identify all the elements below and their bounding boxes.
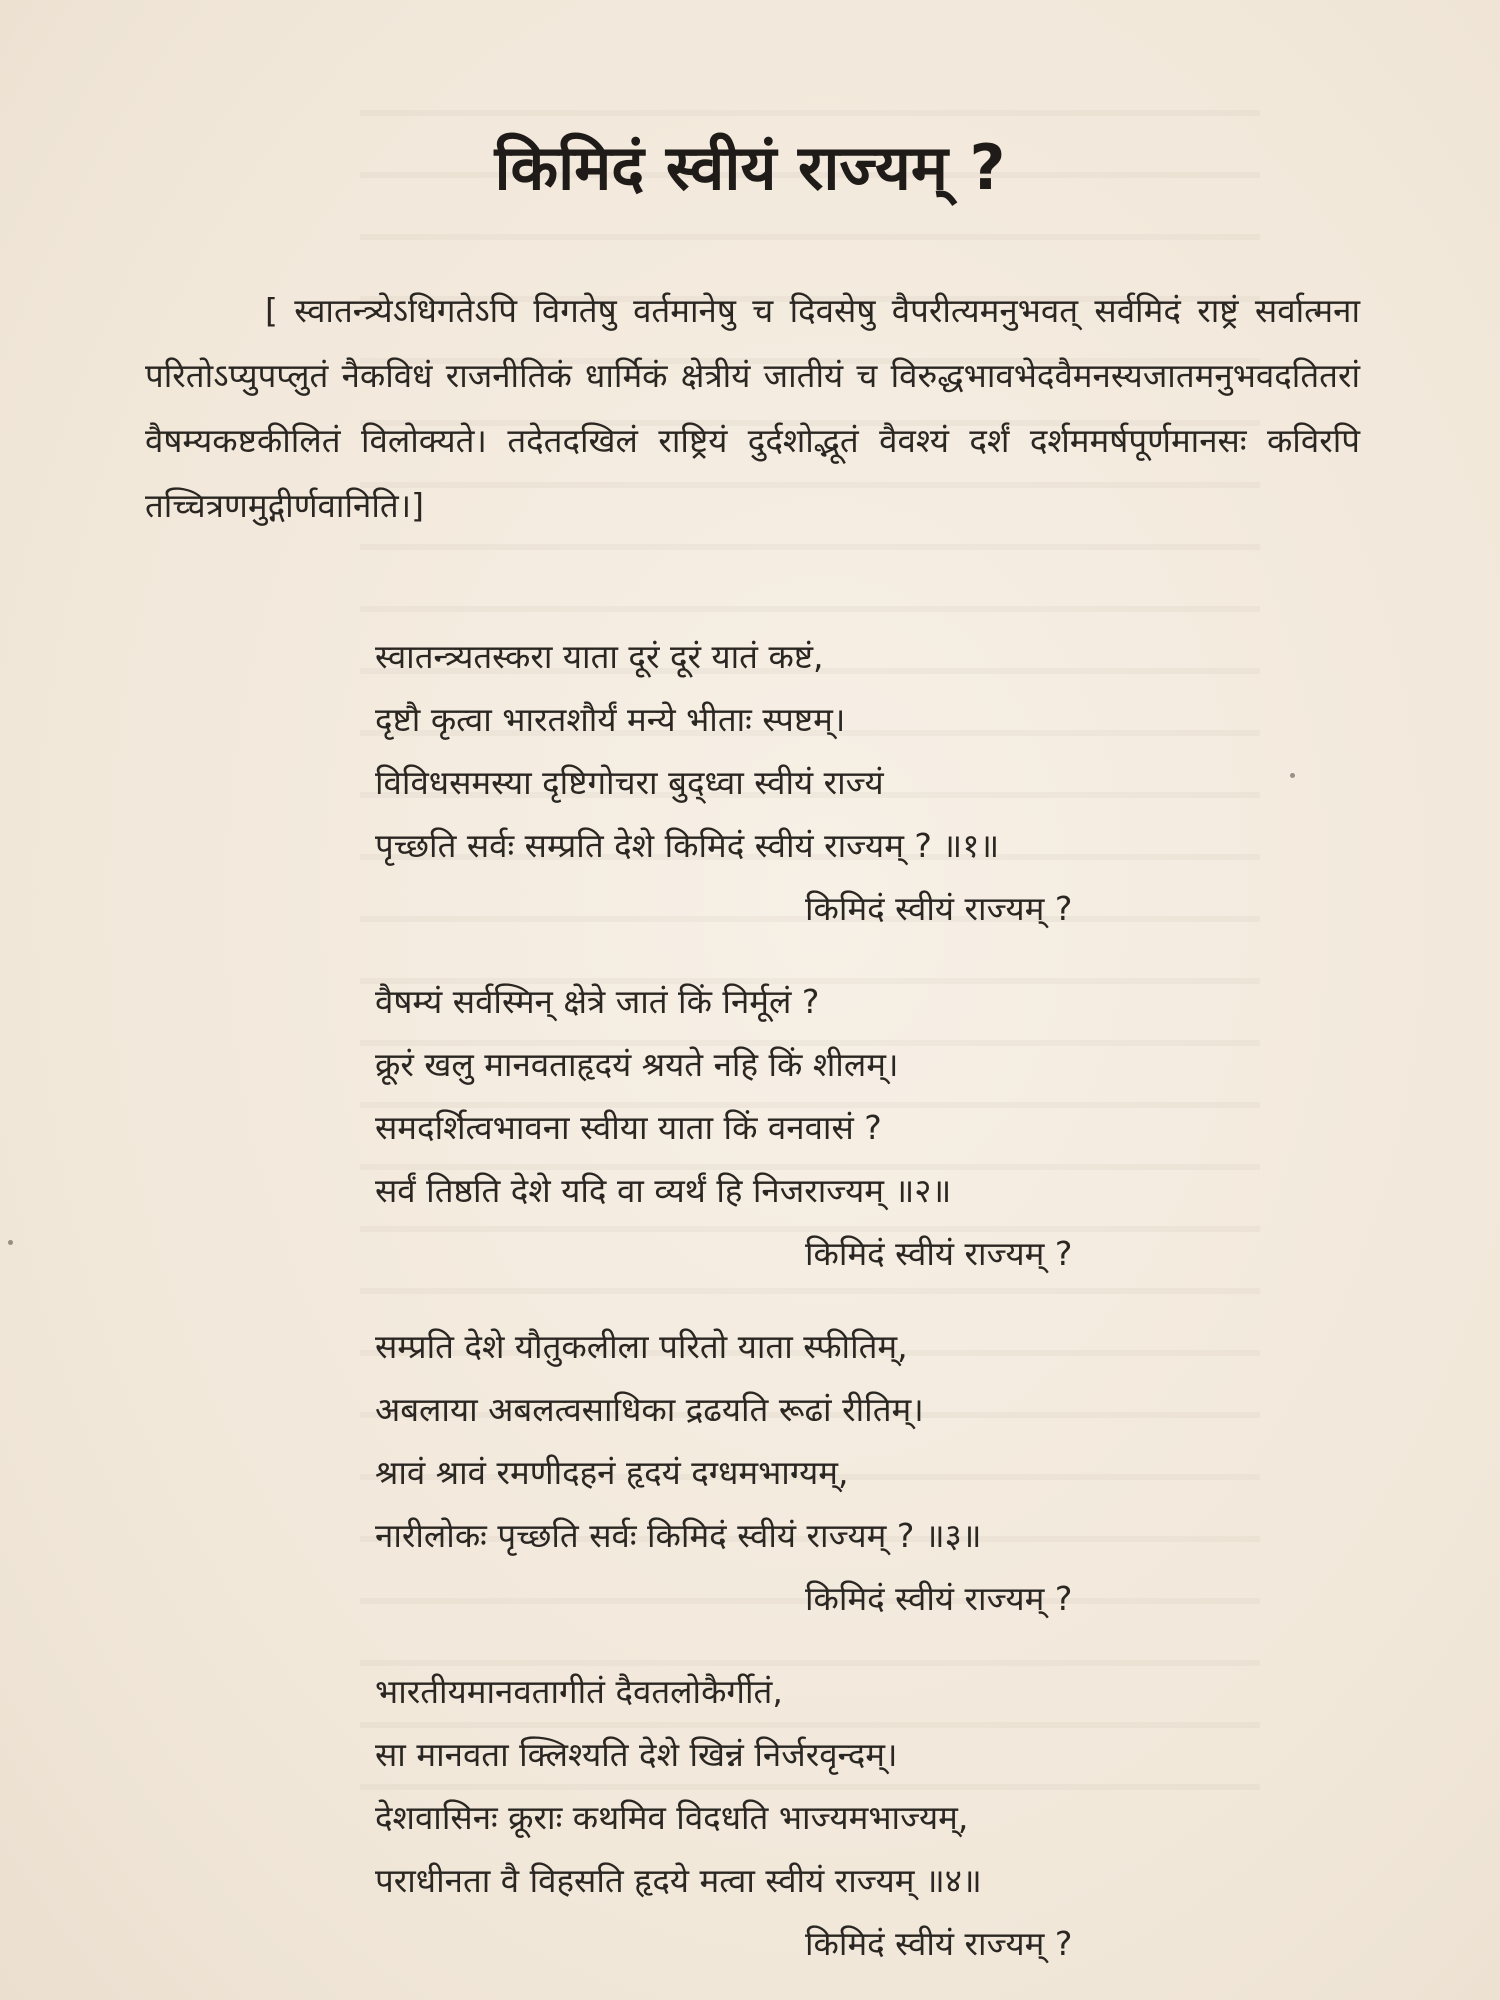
paper-speck (1290, 773, 1295, 778)
verse-line: स्वातन्त्र्यतस्करा याता दूरं दूरं यातं कष्टं, (375, 637, 824, 676)
verse-line: भारतीयमानवतागीतं दैवतलोकैर्गीतं, (375, 1672, 783, 1711)
introduction-paragraph: [ स्वातन्त्र्येऽधिगतेऽपि विगतेषु वर्तमानेषु च दिवसेषु वैपरीत्यमनुभवत् सर्वमिदं राष्ट्रं सर्वात्मना परितोऽप्युपप्लुतं नैकविधं राजनीतिकं धार्मिकं क्षेत्रीयं जातीयं च विरुद्धभावभेदवैमनस्यजातमनुभवदतितरां वैषम्यकष्टकीलितं विलोक्यते। तदेतदखिलं राष्ट्रियं दुर्दशोद्भूतं वैवश्यं दर्शं दर्शममर्षपूर्णमानसः कविरपि तच्चित्रणमुद्गीर्णवानिति।] (145, 291, 1360, 525)
refrain-line: किमिदं स्वीयं राज्यम् ? (805, 1234, 1073, 1273)
refrain-line: किमिदं स्वीयं राज्यम् ? (805, 889, 1073, 928)
stanza-2 (375, 970, 1335, 1285)
stanza-4 (375, 1660, 1335, 1975)
verse-line: पराधीनता वै विहसति हृदये मत्वा स्वीयं राज्यम् ॥४॥ (375, 1861, 982, 1900)
verse-line: वैषम्यं सर्वस्मिन् क्षेत्रे जातं किं निर्मूलं ? (375, 982, 820, 1021)
verse-line: नारीलोकः पृच्छति सर्वः किमिदं स्वीयं राज्यम् ? ॥३॥ (375, 1516, 982, 1555)
verse-line: सर्वं तिष्ठति देशे यदि वा व्यर्थं हि निजराज्यम् ॥२॥ (375, 1171, 952, 1210)
verse-line: पृच्छति सर्वः सम्प्रति देशे किमिदं स्वीयं राज्यम् ? ॥१॥ (375, 826, 1000, 865)
verse-line: क्रूरं खलु मानवताहृदयं श्रयते नहि किं शीलम्। (375, 1045, 899, 1084)
verse-line: दृष्टौ कृत्वा भारतशौर्यं मन्ये भीताः स्पष्टम्। (375, 700, 846, 739)
stanza-3 (375, 1315, 1335, 1630)
verse-line: सम्प्रति देशे यौतुकलीला परितो याता स्फीतिम्, (375, 1327, 908, 1366)
verse-line: अबलाया अबलत्वसाधिका द्रढयति रूढां रीतिम्। (375, 1390, 924, 1429)
verse-line: समदर्शित्वभावना स्वीया याता किं वनवासं ? (375, 1108, 882, 1147)
verse-line: विविधसमस्या दृष्टिगोचरा बुद्ध्वा स्वीयं राज्यं (375, 763, 884, 802)
refrain-line: किमिदं स्वीयं राज्यम् ? (805, 1924, 1073, 1963)
verse-line: श्रावं श्रावं रमणीदहनं हृदयं दग्धमभाग्यम्, (375, 1453, 849, 1492)
verse-line: सा मानवता क्लिश्यति देशे खिन्नं निर्जरवृन्दम्। (375, 1735, 898, 1774)
refrain-line: किमिदं स्वीयं राज्यम् ? (805, 1579, 1073, 1618)
stanza-1 (375, 625, 1335, 940)
poem-title: किमिदं स्वीयं राज्यम् ? (494, 131, 1006, 204)
verse-line: देशवासिनः क्रूराः कथमिव विदधति भाज्यमभाज्यम्, (375, 1798, 969, 1837)
paper-speck (8, 1240, 13, 1245)
